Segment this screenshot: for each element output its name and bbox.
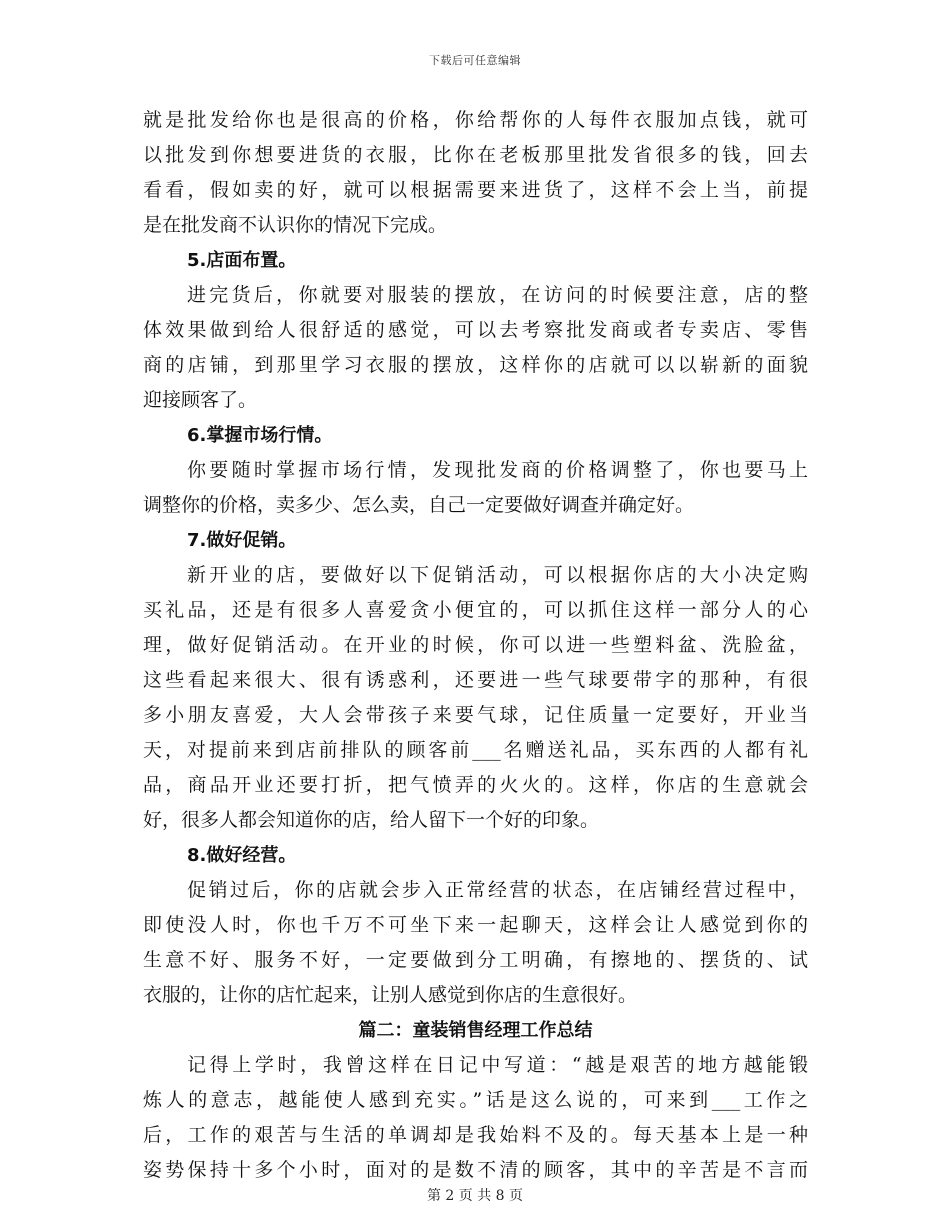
page-header-note: 下载后可任意编辑 [429,54,521,67]
section-heading: 8.做好经营。 [187,845,297,866]
paragraph-line: 是在批发商不认识你的情况下完成。 [143,214,448,236]
paragraph-line: 商的店铺，到那里学习衣服的摆放，这样你的店就可以以崭新的面貌 [143,354,808,376]
paragraph-line: 进完货后，你就要对服装的摆放，在访问的时候要注意，店的整 [187,284,808,306]
paragraph-line: 迎接顾客了。 [143,389,258,411]
paragraph-line: 品，商品开业还要打折，把气愤弄的火火的。这样，你店的生意就会 [143,774,808,796]
paragraph-line: 调整你的价格，卖多少、怎么卖，自己一定要做好调查并确定好。 [143,494,695,516]
paragraph-line: 后，工作的艰苦与生活的单调却是我始料不及的。每天基本上是一种 [143,1124,808,1146]
page-footer-number: 第 2 页 共 8 页 [426,1188,524,1204]
paragraph-line: 看看，假如卖的好，就可以根据需要来进货了，这样不会上当，前提 [143,179,808,201]
paragraph-line: 天，对提前来到店前排队的顾客前___名赠送礼品，买东西的人都有礼 [143,739,808,761]
paragraph-line: 以批发到你想要进货的衣服，比你在老板那里批发省很多的钱，回去 [143,144,808,166]
paragraph-line: 好，很多人都会知道你的店，给人留下一个好的印象。 [143,809,600,831]
paragraph-line: 姿势保持十多个小时，面对的是数不清的顾客，其中的辛苦是不言而 [143,1159,808,1181]
paragraph-line: 多小朋友喜爱，大人会带孩子来要气球，记住质量一定要好，开业当 [143,704,808,726]
paragraph-line: 即使没人时，你也千万不可坐下来一起聊天，这样会让人感觉到你的 [143,914,808,936]
paragraph-line: 生意不好、服务不好，一定要做到分工明确，有擦地的、摆货的、试 [143,949,808,971]
section-heading: 5.店面布置。 [187,250,297,271]
paragraph-line: 衣服的，让你的店忙起来，让别人感觉到你店的生意很好。 [143,984,638,1006]
document-body [143,103,808,1188]
section-heading: 6.掌握市场行情。 [187,425,333,446]
section-heading: 篇二：童装销售经理工作总结 [358,1020,593,1041]
paragraph-line: 你要随时掌握市场行情，发现批发商的价格调整了，你也要马上 [187,459,808,481]
paragraph-line: 就是批发给你也是很高的价格，你给帮你的人每件衣服加点钱，就可 [143,109,808,131]
paragraph-line: 体效果做到给人很舒适的感觉，可以去考察批发商或者专卖店、零售 [143,319,808,341]
paragraph-line: 新开业的店，要做好以下促销活动，可以根据你店的大小决定购 [187,564,808,586]
paragraph-line: 炼人的意志，越能使人感到充实。”话是这么说的，可来到___工作之 [143,1089,808,1111]
paragraph-line: 这些看起来很大、很有诱惑利，还要进一些气球要带字的那种，有很 [143,669,808,691]
paragraph-line: 促销过后，你的店就会步入正常经营的状态，在店铺经营过程中， [187,879,808,901]
paragraph-line: 买礼品，还是有很多人喜爱贪小便宜的，可以抓住这样一部分人的心 [143,599,808,621]
paragraph-line: 记得上学时，我曾这样在日记中写道：“越是艰苦的地方越能锻 [187,1054,808,1076]
section-heading: 7.做好促销。 [187,530,297,551]
paragraph-line: 理，做好促销活动。在开业的时候，你可以进一些塑料盆、洗脸盆， [143,634,808,656]
